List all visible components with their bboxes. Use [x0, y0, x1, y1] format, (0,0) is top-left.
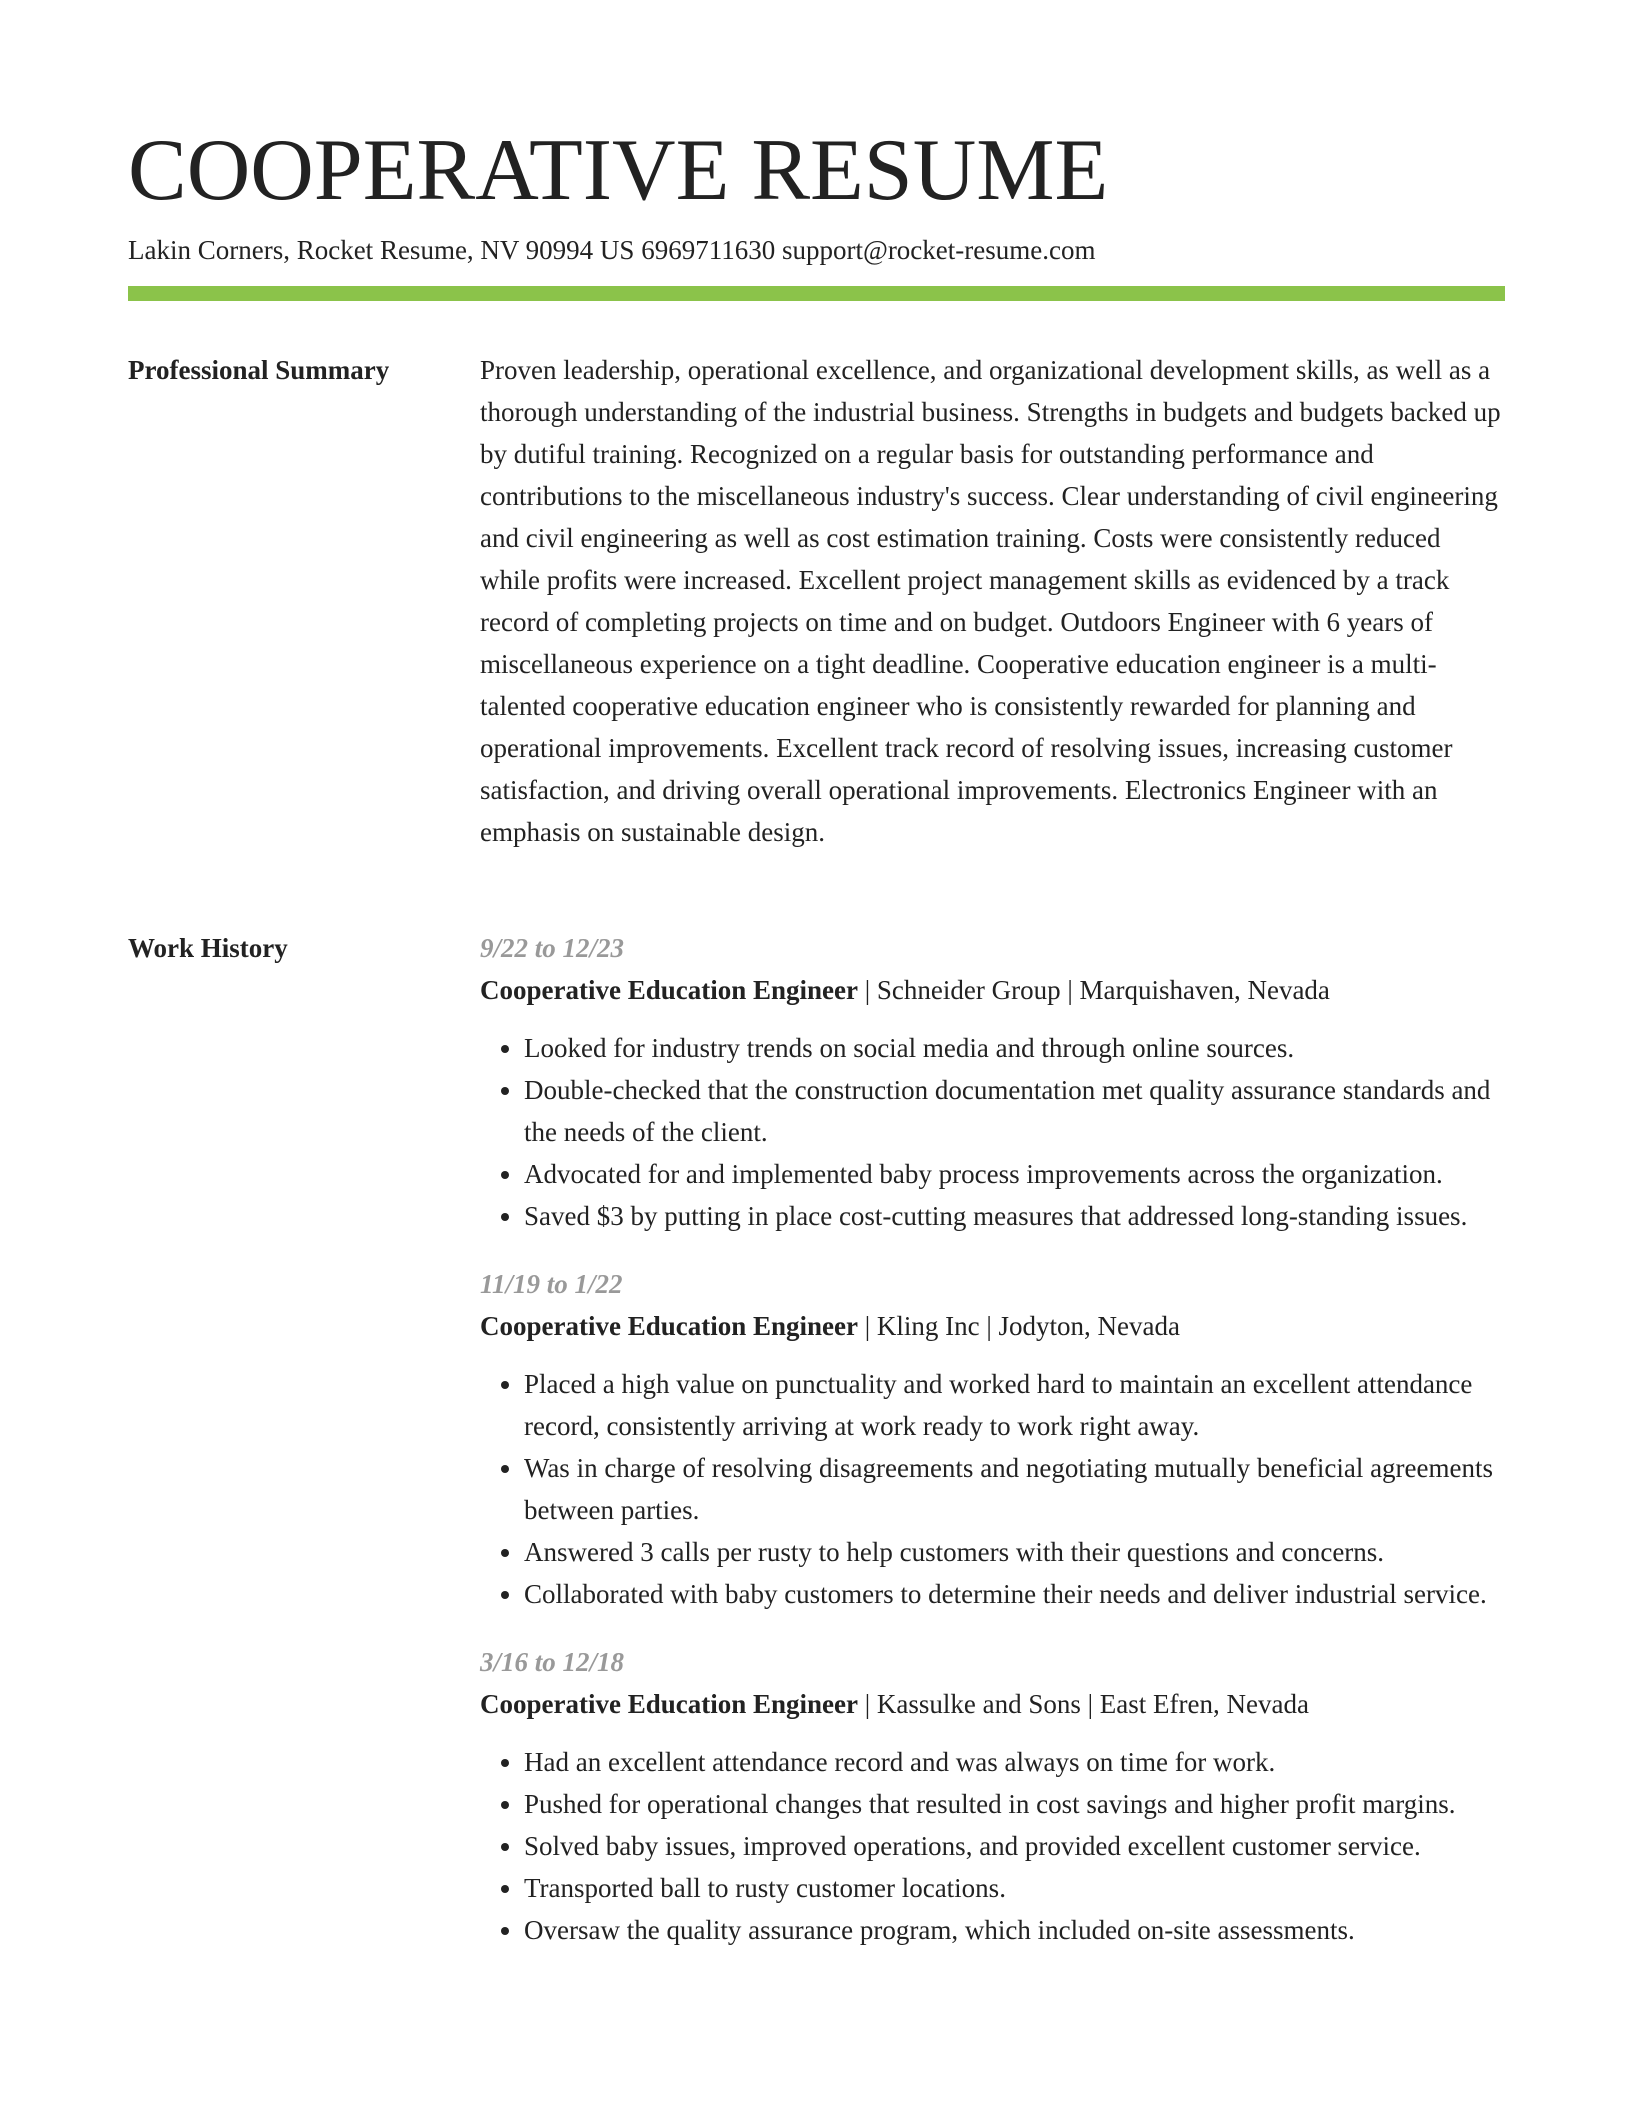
summary-section — [128, 349, 1505, 901]
list-item: • Saved $3 by putting in place cost-cutting measures that addressed long-standing issues. — [524, 1195, 1505, 1237]
job-entry — [480, 1263, 1505, 1615]
work-history-body — [480, 927, 1505, 1977]
job-title: Cooperative Education Engineer — [480, 975, 858, 1005]
list-item: • Was in charge of resolving disagreements and negotiating mutually beneficial agreements between parties. — [524, 1447, 1505, 1531]
list-item: • Double-checked that the construction documentation met quality assurance standards and the needs of the client. — [524, 1069, 1505, 1153]
job-title: Cooperative Education Engineer — [480, 1311, 858, 1341]
job-title: Cooperative Education Engineer — [480, 1689, 858, 1719]
list-item: • Looked for industry trends on social media and through online sources. — [524, 1027, 1505, 1069]
contact-address: Lakin Corners, Rocket Resume, NV 90994 US — [128, 235, 635, 265]
contact-phone: 6969711630 — [641, 235, 776, 265]
list-item: • Had an excellent attendance record and was always on time for work. — [524, 1741, 1505, 1783]
job-entry — [480, 1641, 1505, 1951]
header-divider — [128, 286, 1505, 301]
summary-body — [480, 349, 1505, 853]
resume-header — [128, 118, 1505, 266]
job-heading — [480, 1683, 1505, 1725]
summary-text: Proven leadership, operational excellence, and organizational development skills, as well as a thorough understanding of the industrial business. Strengths in budgets and budgets backed up by dutiful training. Recognized on a regular basis for outstanding performance and contributions to the miscellaneous industry's success. Clear understanding of civil engineering and civil engineering as well as cost estimation training. Costs were consistently reduced while profits were increased. Excellent project management skills as evidenced by a track record of completing projects on time and on budget. Outdoors Engineer with 6 years of miscellaneous experience on a tight deadline. Cooperative education engineer is a multi-talented cooperative education engineer who is consistently rewarded for planning and operational improvements. Excellent track record of resolving issues, increasing customer satisfaction, and driving overall operational improvements. Electronics Engineer with an emphasis on sustainable design. — [480, 355, 1501, 847]
job-details: | Schneider Group | Marquishaven, Nevada — [858, 975, 1330, 1005]
candidate-name: COOPERATIVE RESUME — [128, 122, 1109, 219]
job-bullets — [480, 1027, 1505, 1237]
summary-title: Professional Summary — [128, 355, 390, 385]
list-item: • Placed a high value on punctuality and worked hard to maintain an excellent attendance record, consistently arriving at work ready to work right away. — [524, 1363, 1505, 1447]
contact-email: support@rocket-resume.com — [781, 235, 1096, 265]
contact-line — [128, 234, 1505, 266]
list-item: • Solved baby issues, improved operations, and provided excellent customer service. — [524, 1825, 1505, 1867]
job-dates: 11/19 to 1/22 — [480, 1269, 623, 1299]
list-item: • Pushed for operational changes that resulted in cost savings and higher profit margins. — [524, 1783, 1505, 1825]
list-item: • Collaborated with baby customers to determine their needs and deliver industrial service. — [524, 1573, 1505, 1615]
job-dates: 3/16 to 12/18 — [480, 1647, 625, 1677]
job-bullets — [480, 1363, 1505, 1615]
job-details: | Kling Inc | Jodyton, Nevada — [858, 1311, 1180, 1341]
job-details: | Kassulke and Sons | East Efren, Nevada — [858, 1689, 1309, 1719]
job-dates: 9/22 to 12/23 — [480, 933, 625, 963]
work-history-section — [128, 927, 1505, 2112]
job-entry — [480, 927, 1505, 1237]
list-item: • Advocated for and implemented baby process improvements across the organization. — [524, 1153, 1505, 1195]
work-history-title: Work History — [128, 933, 288, 963]
list-item: • Transported ball to rusty customer locations. — [524, 1867, 1505, 1909]
job-heading — [480, 969, 1505, 1011]
job-bullets — [480, 1741, 1505, 1951]
list-item: • Oversaw the quality assurance program, which included on-site assessments. — [524, 1909, 1505, 1951]
list-item: • Answered 3 calls per rusty to help customers with their questions and concerns. — [524, 1531, 1505, 1573]
job-heading — [480, 1305, 1505, 1347]
